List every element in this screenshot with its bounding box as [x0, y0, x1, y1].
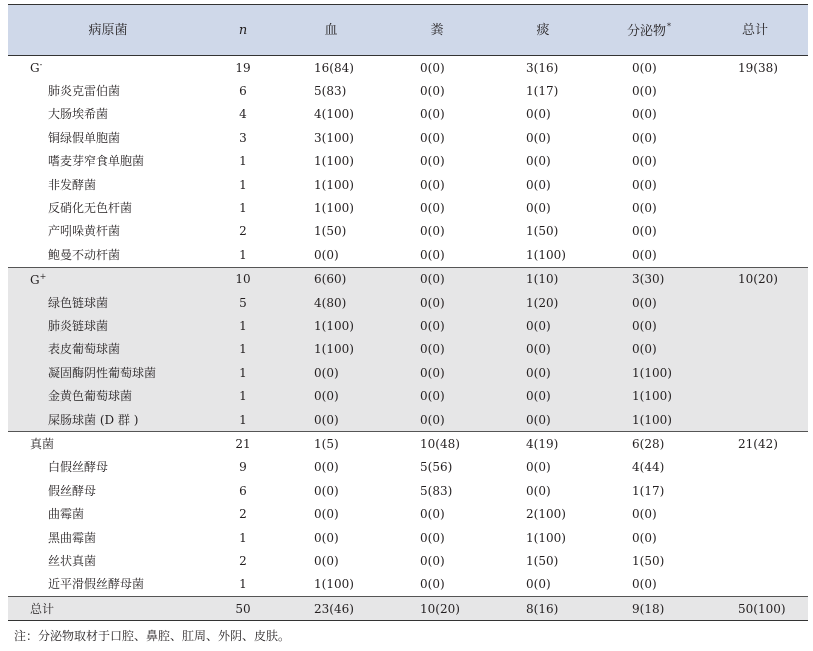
- pathogen-sputum: 2(100): [526, 507, 566, 522]
- pathogen-feces: 0(0): [420, 530, 445, 545]
- pathogen-blood: 0(0): [278, 408, 384, 432]
- header-pathogen: 病原菌: [8, 5, 208, 56]
- category-total: 19(38): [738, 60, 778, 75]
- pathogen-secretion: 0(0): [632, 177, 657, 192]
- pathogen-feces: 0(0): [420, 107, 445, 122]
- category-secretion: 6(28): [596, 432, 702, 456]
- pathogen-name: 肺炎克雷伯菌: [48, 84, 121, 99]
- pathogen-feces: 0(0): [420, 507, 445, 522]
- pathogen-n: 2: [239, 507, 247, 522]
- pathogen-sputum: 0(0): [526, 177, 551, 192]
- pathogen-total: [702, 291, 808, 314]
- pathogen-sputum: 1(50): [526, 553, 559, 568]
- pathogen-name: 非发酵菌: [48, 177, 97, 192]
- pathogen-total: [702, 408, 808, 432]
- table-row: [8, 291, 808, 314]
- table-row: [8, 220, 808, 243]
- total-sputum: 8(16): [490, 596, 596, 620]
- pathogen-secretion: 1(100): [596, 384, 702, 407]
- pathogen-blood: 4(80): [278, 291, 384, 314]
- pathogen-blood: 1(50): [314, 224, 347, 239]
- table-footnote: 注：分泌物取材于口腔、鼻腔、肛周、外阴、皮肤。: [14, 629, 291, 643]
- pathogen-feces: 0(0): [420, 247, 445, 262]
- pathogen-n: 5: [208, 291, 278, 314]
- pathogen-sputum: 0(0): [526, 460, 551, 475]
- pathogen-sputum: 0(0): [526, 483, 551, 498]
- total-feces: 10(20): [384, 596, 490, 620]
- pathogen-blood: 0(0): [278, 384, 384, 407]
- pathogen-name: 屎肠球菌 (D 群 ): [8, 408, 208, 432]
- table-row: [8, 150, 808, 173]
- pathogen-secretion: 0(0): [632, 224, 657, 239]
- pathogen-total: [702, 79, 808, 102]
- pathogen-feces: 0(0): [420, 553, 445, 568]
- pathogen-blood: 0(0): [314, 460, 339, 475]
- table-row: [8, 79, 808, 102]
- pathogen-n: 2: [239, 224, 247, 239]
- pathogen-feces: 0(0): [420, 224, 445, 239]
- pathogen-feces: 0(0): [384, 338, 490, 361]
- pathogen-n: 1: [208, 408, 278, 432]
- pathogen-name: 大肠埃希菌: [48, 107, 109, 122]
- pathogen-sputum: 1(20): [490, 291, 596, 314]
- pathogen-total: [702, 338, 808, 361]
- pathogen-blood: 0(0): [314, 507, 339, 522]
- pathogen-total: [702, 196, 808, 219]
- pathogen-secretion: 1(100): [596, 361, 702, 384]
- table-row: [8, 314, 808, 337]
- header-blood: 血: [278, 5, 384, 56]
- pathogen-sputum: 1(100): [526, 247, 566, 262]
- category-row: [8, 56, 808, 80]
- category-sputum: 4(19): [490, 432, 596, 456]
- pathogen-secretion: 0(0): [632, 154, 657, 169]
- pathogen-feces: 0(0): [384, 361, 490, 384]
- pathogen-blood: 1(100): [314, 577, 354, 592]
- pathogen-name: 丝状真菌: [48, 553, 97, 568]
- pathogen-blood: 4(100): [314, 107, 354, 122]
- pathogen-sputum: 0(0): [526, 154, 551, 169]
- pathogen-feces: 5(56): [420, 460, 453, 475]
- category-name: [8, 56, 208, 80]
- table-row: [8, 408, 808, 432]
- pathogen-sputum: 0(0): [490, 361, 596, 384]
- total-label: 总计: [8, 596, 208, 620]
- pathogen-sputum: 0(0): [526, 577, 551, 592]
- pathogen-n: 1: [208, 361, 278, 384]
- pathogen-secretion: 1(17): [632, 483, 665, 498]
- pathogen-name: 白假丝酵母: [48, 460, 109, 475]
- pathogen-total: [702, 220, 808, 243]
- pathogen-total: [702, 479, 808, 502]
- pathogen-sputum: 1(100): [526, 530, 566, 545]
- pathogen-n: 6: [239, 84, 247, 99]
- pathogen-blood: 5(83): [314, 84, 347, 99]
- category-label: G: [30, 61, 40, 76]
- pathogen-name: 金黄色葡萄球菌: [8, 384, 208, 407]
- category-secretion: 3(30): [596, 267, 702, 291]
- pathogen-feces: 0(0): [384, 408, 490, 432]
- pathogen-name: 反硝化无色杆菌: [48, 201, 133, 216]
- table-row: [8, 384, 808, 407]
- pathogen-blood: 0(0): [314, 247, 339, 262]
- pathogen-total: [702, 549, 808, 572]
- pathogen-n: 1: [208, 338, 278, 361]
- category-row: [8, 432, 808, 456]
- total-blood: 23(46): [278, 596, 384, 620]
- pathogen-n: 9: [239, 460, 247, 475]
- category-n: 10: [208, 267, 278, 291]
- category-total: 21(42): [702, 432, 808, 456]
- pathogen-name: 近平滑假丝酵母菌: [48, 577, 145, 592]
- pathogen-secretion: 0(0): [632, 84, 657, 99]
- pathogen-n: 1: [239, 530, 247, 545]
- pathogen-distribution-table: [8, 4, 808, 621]
- pathogen-secretion: 0(0): [632, 577, 657, 592]
- pathogen-blood: 0(0): [314, 530, 339, 545]
- category-feces: 0(0): [384, 267, 490, 291]
- pathogen-feces: 0(0): [420, 577, 445, 592]
- table-header-row: [8, 5, 808, 56]
- pathogen-secretion: 0(0): [632, 247, 657, 262]
- pathogen-secretion: 0(0): [632, 507, 657, 522]
- pathogen-blood: 1(100): [278, 314, 384, 337]
- category-label: 真菌: [30, 436, 55, 451]
- header-secretion-label: 分泌物: [626, 23, 666, 39]
- pathogen-blood: 1(100): [314, 201, 354, 216]
- pathogen-total: [702, 384, 808, 407]
- pathogen-n: 1: [239, 577, 247, 592]
- pathogen-blood: 0(0): [278, 361, 384, 384]
- category-name: [8, 267, 208, 291]
- header-total: 总计: [702, 5, 808, 56]
- pathogen-name: 铜绿假单胞菌: [48, 130, 121, 145]
- header-secretion: [596, 5, 702, 56]
- category-blood: 16(84): [314, 60, 354, 75]
- total-secretion: 9(18): [596, 596, 702, 620]
- category-n: 21: [208, 432, 278, 456]
- pathogen-sputum: 0(0): [526, 201, 551, 216]
- category-secretion: 0(0): [632, 60, 657, 75]
- pathogen-sputum: 0(0): [490, 314, 596, 337]
- table-row: [8, 243, 808, 267]
- pathogen-total: [702, 502, 808, 525]
- table-row: [8, 456, 808, 479]
- header-secretion-mark: *: [667, 21, 671, 31]
- pathogen-sputum: 0(0): [490, 384, 596, 407]
- pathogen-total: [702, 456, 808, 479]
- pathogen-n: 6: [239, 483, 247, 498]
- pathogen-blood: 0(0): [314, 553, 339, 568]
- pathogen-n: 1: [239, 177, 247, 192]
- pathogen-secretion: 0(0): [632, 130, 657, 145]
- pathogen-name: 产吲哚黄杆菌: [48, 224, 121, 239]
- pathogen-name: 凝固酶阴性葡萄球菌: [8, 361, 208, 384]
- table-row: [8, 479, 808, 502]
- category-blood: 1(5): [278, 432, 384, 456]
- table-row: [8, 126, 808, 149]
- pathogen-blood: 1(100): [278, 338, 384, 361]
- pathogen-name: 表皮葡萄球菌: [8, 338, 208, 361]
- pathogen-secretion: 1(100): [596, 408, 702, 432]
- category-n: 19: [235, 60, 251, 75]
- pathogen-n: 1: [208, 384, 278, 407]
- pathogen-feces: 0(0): [384, 384, 490, 407]
- pathogen-total: [702, 103, 808, 126]
- pathogen-feces: 0(0): [384, 291, 490, 314]
- table-row: [8, 338, 808, 361]
- table-row: [8, 549, 808, 572]
- pathogen-secretion: 4(44): [632, 460, 665, 475]
- pathogen-secretion: 1(50): [632, 553, 665, 568]
- pathogen-name: 肺炎链球菌: [8, 314, 208, 337]
- category-row: [8, 267, 808, 291]
- pathogen-secretion: 0(0): [596, 314, 702, 337]
- pathogen-name: 假丝酵母: [48, 483, 97, 498]
- pathogen-blood: 1(100): [314, 154, 354, 169]
- pathogen-feces: 0(0): [384, 314, 490, 337]
- pathogen-sputum: 1(17): [526, 84, 559, 99]
- pathogen-sputum: 0(0): [490, 408, 596, 432]
- pathogen-secretion: 0(0): [596, 291, 702, 314]
- table-row: [8, 361, 808, 384]
- pathogen-sputum: 0(0): [490, 338, 596, 361]
- pathogen-sputum: 0(0): [526, 130, 551, 145]
- table-row: [8, 502, 808, 525]
- header-sputum: 痰: [490, 5, 596, 56]
- table-row: [8, 173, 808, 196]
- category-total: 10(20): [702, 267, 808, 291]
- category-superscript: +: [39, 271, 47, 281]
- pathogen-n: 1: [239, 247, 247, 262]
- pathogen-secretion: 0(0): [632, 201, 657, 216]
- table-row: [8, 573, 808, 597]
- pathogen-n: 1: [208, 314, 278, 337]
- pathogen-total: [702, 126, 808, 149]
- pathogen-n: 1: [239, 201, 247, 216]
- pathogen-feces: 5(83): [420, 483, 453, 498]
- category-superscript: -: [39, 60, 43, 70]
- pathogen-total: [702, 526, 808, 549]
- pathogen-n: 4: [239, 107, 247, 122]
- pathogen-feces: 0(0): [420, 177, 445, 192]
- pathogen-feces: 0(0): [420, 201, 445, 216]
- category-feces: 10(48): [384, 432, 490, 456]
- pathogen-secretion: 0(0): [632, 530, 657, 545]
- category-name: [8, 432, 208, 456]
- pathogen-n: 3: [239, 130, 247, 145]
- category-feces: 0(0): [420, 60, 445, 75]
- pathogen-total: [702, 314, 808, 337]
- pathogen-blood: 1(100): [314, 177, 354, 192]
- pathogen-name: 鲍曼不动杆菌: [48, 247, 121, 262]
- category-blood: 6(60): [278, 267, 384, 291]
- pathogen-name: 黑曲霉菌: [48, 530, 97, 545]
- header-feces: 粪: [384, 5, 490, 56]
- header-n: n: [208, 5, 278, 56]
- category-sputum: 3(16): [526, 60, 559, 75]
- table-body: [8, 56, 808, 621]
- pathogen-name: 绿色链球菌: [8, 291, 208, 314]
- pathogen-n: 2: [239, 553, 247, 568]
- pathogen-total: [702, 150, 808, 173]
- pathogen-total: [702, 573, 808, 597]
- category-label: G: [30, 272, 40, 287]
- pathogen-total: [702, 243, 808, 267]
- pathogen-feces: 0(0): [420, 154, 445, 169]
- table-row: [8, 526, 808, 549]
- pathogen-secretion: 0(0): [632, 107, 657, 122]
- total-total: 50(100): [702, 596, 808, 620]
- pathogen-name: 曲霉菌: [48, 507, 85, 522]
- total-row: [8, 596, 808, 620]
- pathogen-blood: 0(0): [314, 483, 339, 498]
- pathogen-sputum: 0(0): [526, 107, 551, 122]
- pathogen-secretion: 0(0): [596, 338, 702, 361]
- pathogen-sputum: 1(50): [526, 224, 559, 239]
- table-row: [8, 103, 808, 126]
- pathogen-total: [702, 361, 808, 384]
- pathogen-n: 1: [239, 154, 247, 169]
- total-n: 50: [208, 596, 278, 620]
- pathogen-name: 嗜麦芽窄食单胞菌: [48, 154, 145, 169]
- pathogen-feces: 0(0): [420, 130, 445, 145]
- pathogen-total: [702, 173, 808, 196]
- pathogen-feces: 0(0): [420, 84, 445, 99]
- category-sputum: 1(10): [490, 267, 596, 291]
- pathogen-blood: 3(100): [314, 130, 354, 145]
- table-row: [8, 196, 808, 219]
